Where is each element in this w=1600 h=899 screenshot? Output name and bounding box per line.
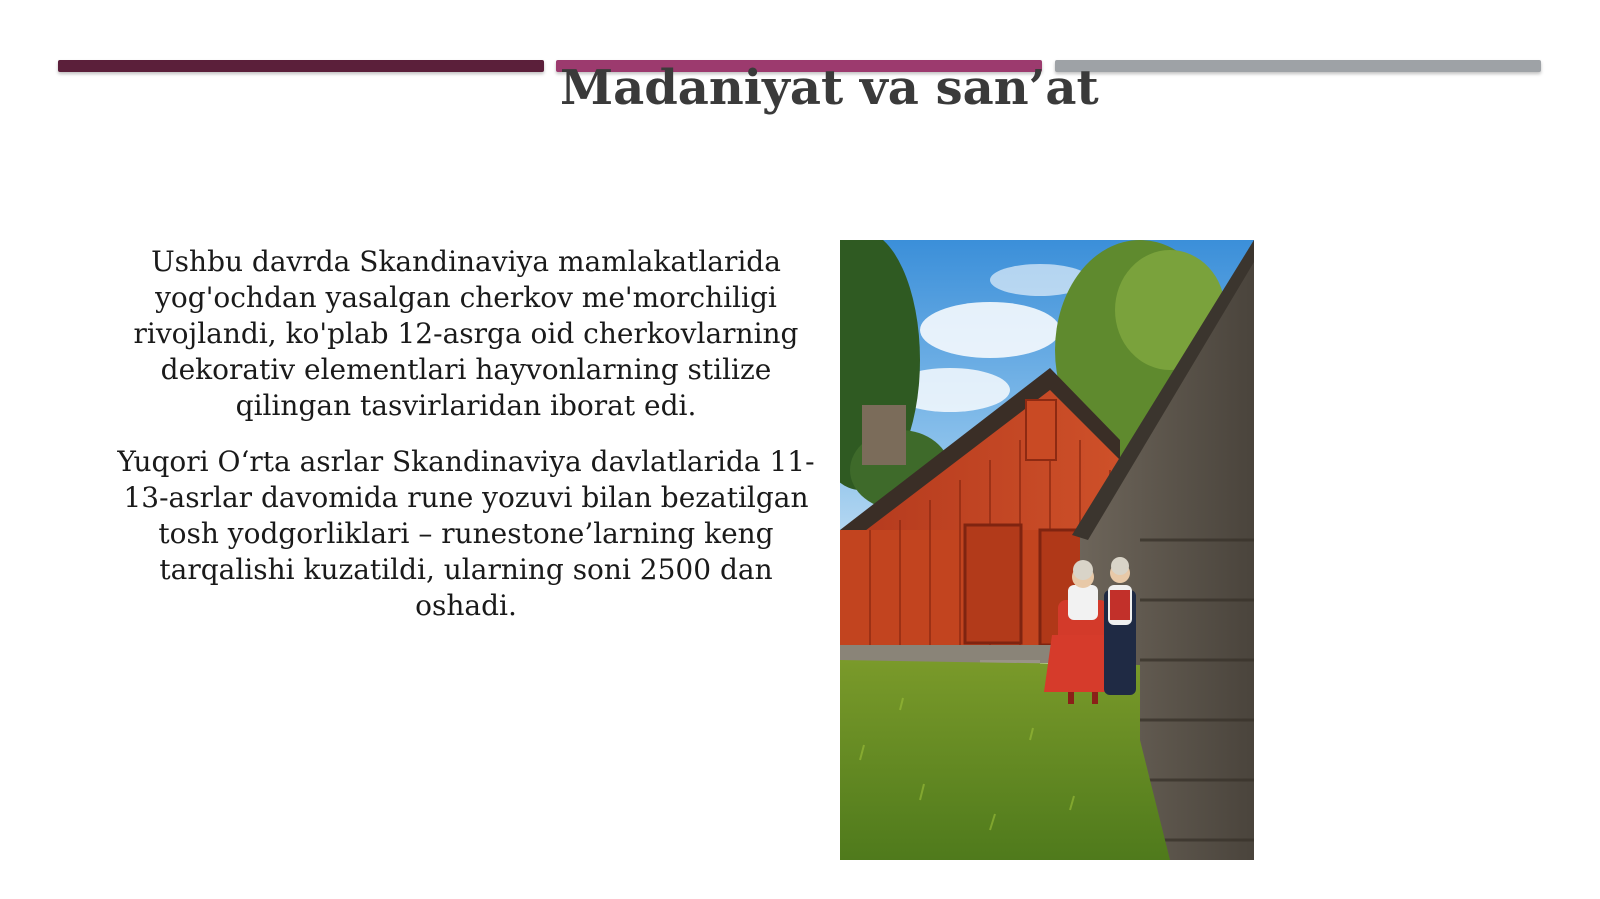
slide-title: Madaniyat va san’at xyxy=(560,60,1099,116)
paragraph-wooden-churches: Ushbu davrda Skandinaviya mamlakatlarida yog'ochdan yasalgan cherkov me'morchiligi rivojlandi, ko'plab 12-asrga oid cherkovlarning dekorativ elementlari hayvonlarning stilize qilingan tasvirlaridan iborat edi. xyxy=(133,245,799,422)
accent-bar-grey xyxy=(1055,60,1541,72)
accent-bar-dark xyxy=(58,60,544,72)
paragraph-runestones: Yuqori O‘rta asrlar Skandinaviya davlatlarida 11-13-asrlar davomida rune yozuvi bilan bezatilgan tosh yodgorliklari – runestone’larning keng tarqalishi kuzatildi, ularning soni 2500 dan oshadi. xyxy=(117,445,815,622)
body-text xyxy=(112,244,820,644)
barn-photo xyxy=(840,240,1254,860)
